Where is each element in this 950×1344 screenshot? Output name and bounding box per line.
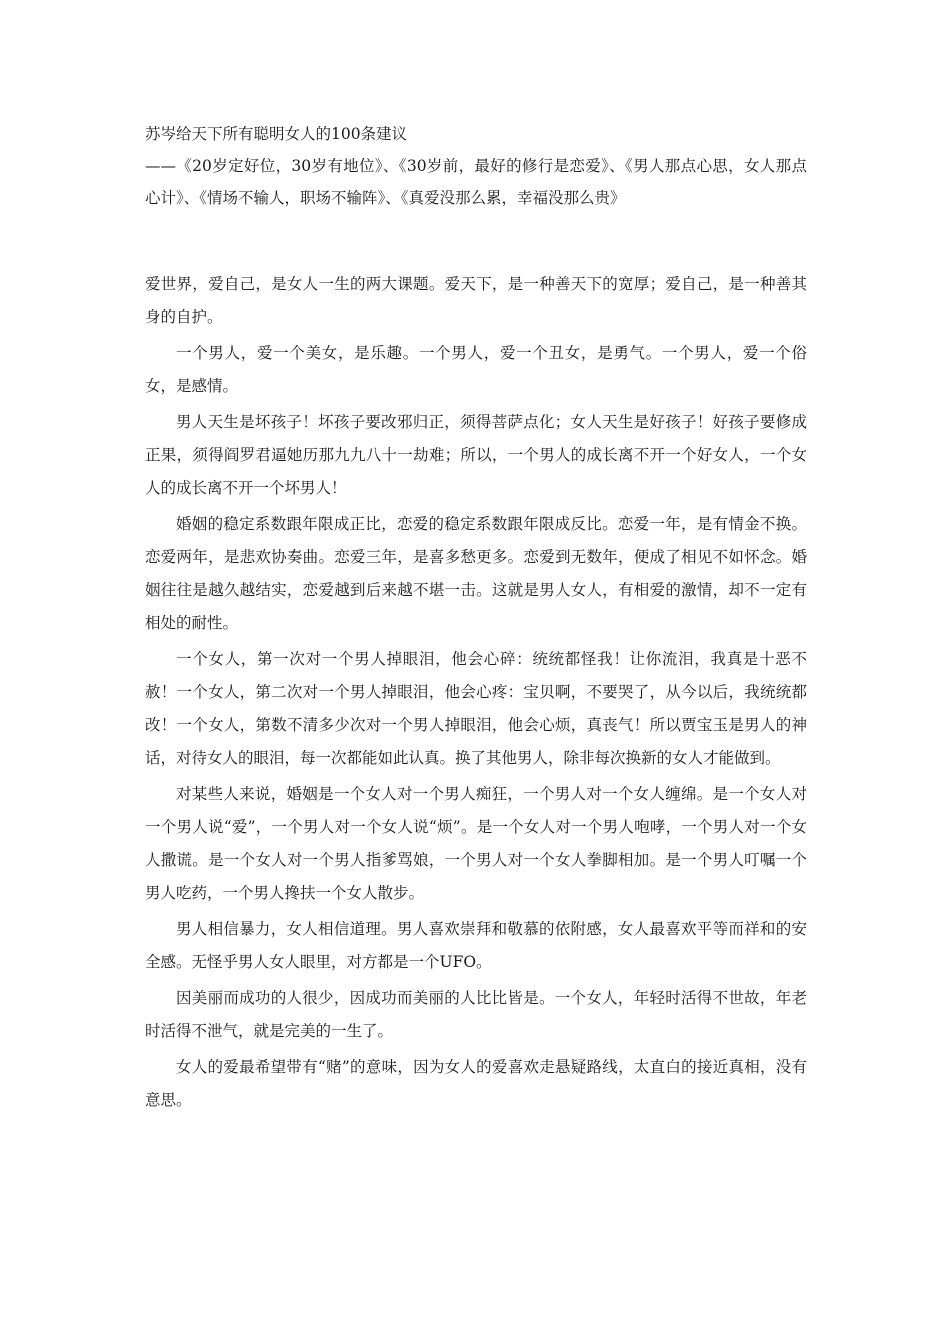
document-page: [145, 118, 807, 1120]
paragraph-7: 男人相信暴力，女人相信道理。男人喜欢崇拜和敬慕的依附感，女人最喜欢平等而祥和的安全感。无怪乎男人女人眼里，对方都是一个UFO。: [145, 920, 807, 971]
paragraph-4: 婚姻的稳定系数跟年限成正比，恋爱的稳定系数跟年限成反比。恋爱一年，是有情金不换。恋爱两年，是悲欢协奏曲。恋爱三年，是喜多愁更多。恋爱到无数年，便成了相见不如怀念。婚姻往往是越久越结实，恋爱越到后来越不堪一击。这就是男人女人，有相爱的激情，却不一定有相处的耐性。: [145, 515, 807, 632]
paragraph-3: 男人天生是坏孩子！坏孩子要改邪归正，须得菩萨点化；女人天生是好孩子！好孩子要修成正果，须得阎罗君逼她历那九九八十一劫难；所以，一个男人的成长离不开一个好女人，一个女人的成长离不开一个坏男人！: [145, 413, 807, 497]
paragraph-5: 一个女人，第一次对一个男人掉眼泪，他会心碎：统统都怪我！让你流泪，我真是十恶不赦！一个女人，第二次对一个男人掉眼泪，他会心疼：宝贝啊，不要哭了，从今以后，我统统都改！一个女人，第数不清多少次对一个男人掉眼泪，他会心烦，真丧气！所以贾宝玉是男人的神话，对待女人的眼泪，每一次都能如此认真。换了其他男人，除非每次换新的女人才能做到。: [145, 650, 807, 767]
paragraph-6: 对某些人来说，婚姻是一个女人对一个男人痴狂，一个男人对一个女人缠绵。是一个女人对一个男人说“爱”，一个男人对一个女人说“烦”。是一个女人对一个男人咆哮，一个男人对一个女人撒谎。是一个女人对一个男人指爹骂娘，一个男人对一个女人拳脚相加。是一个男人叮嘱一个男人吃药，一个男人搀扶一个女人散步。: [145, 785, 807, 902]
paragraph-1: 爱世界，爱自己，是女人一生的两大课题。爱天下，是一种善天下的宽厚；爱自己，是一种善其身的自护。: [145, 275, 807, 326]
document-title: 苏岑给天下所有聪明女人的100条建议: [145, 125, 408, 143]
paragraph-8: 因美丽而成功的人很少，因成功而美丽的人比比皆是。一个女人，年轻时活得不世故，年老时活得不泄气，就是完美的一生了。: [145, 989, 807, 1040]
document-subtitle: ——《20岁定好位，30岁有地位》、《30岁前，最好的修行是恋爱》、《男人那点心思，女人那点心计》、《情场不输人，职场不输阵》、《真爱没那么累，幸福没那么贵》: [145, 157, 807, 207]
paragraph-2: 一个男人，爱一个美女，是乐趣。一个男人，爱一个丑女，是勇气。一个男人，爱一个俗女，是感情。: [145, 344, 807, 395]
paragraph-9: 女人的爱最希望带有“赌”的意味，因为女人的爱喜欢走悬疑路线，太直白的接近真相，没有意思。: [145, 1058, 807, 1109]
